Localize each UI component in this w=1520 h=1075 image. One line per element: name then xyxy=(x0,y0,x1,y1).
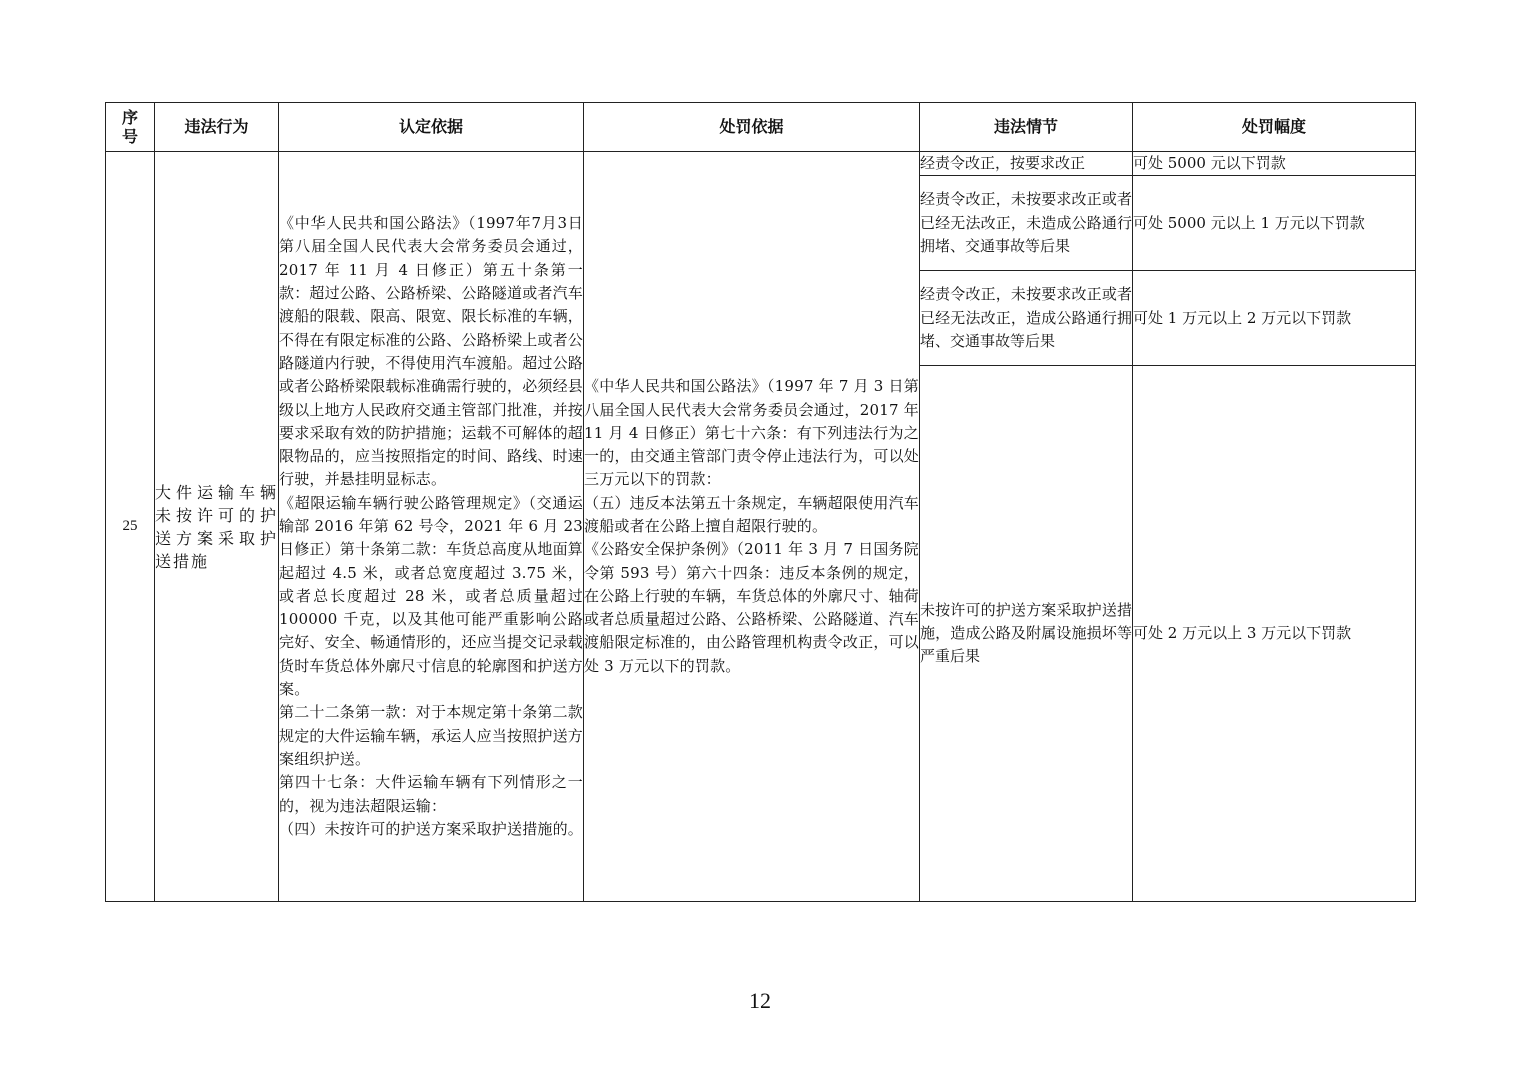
basis-paragraph: 《中华人民共和国公路法》（1997年7月3日第八届全国人民代表大会常务委员会通过，2017 年 11 月 4 日修正）第五十条第一款：超过公路、公路桥梁、公路隧道或者汽车渡船的限载、限高、限宽、限长标准的车辆，不得在有限定标准的公路、公路桥梁上或者公路隧道内行驶，不得使用汽车渡船。超过公路或者公路桥梁限载标准确需行驶的，必须经县级以上地方人民政府交通主管部门批准，并按要求采取有效的防护措施；运载不可解体的超限物品的，应当按照指定的时间、路线、时速行驶，并悬挂明显标志。 xyxy=(279,214,584,489)
penalty-paragraph: 《公路安全保护条例》（2011 年 3 月 7 日国务院令第 593 号）第六十四条：违反本条例的规定，在公路上行驶的车辆，车货总体的外廓尺寸、轴荷或者总质量超过公路、公路桥梁、公路隧道、汽车渡船限定标准的，由公路管理机构责令改正，可以处 3 万元以下的罚款。 xyxy=(584,540,919,675)
basis-paragraph: （四）未按许可的护送方案采取护送措施的。 xyxy=(279,819,584,838)
table-row xyxy=(106,152,1416,176)
basis-paragraph: 《超限运输车辆行驶公路管理规定》（交通运输部 2016 年第 62 号令，2021 年 6 月 23 日修正）第十条第二款：车货总高度从地面算起超过 4.5 米，或者总宽度超过 3.75 米，或者总长度超过 28 米，或者总质量超过100000 千克，以及其他可能严重影响公路完好、安全、畅通情形的，还应当提交记录载货时车货总体外廓尺寸信息的轮廓图和护送方案。 xyxy=(279,493,584,699)
circumstance-cell: 经责令改正，未按要求改正或者已经无法改正，未造成公路通行拥堵、交通事故等后果 xyxy=(920,176,1133,271)
page-number: 12 xyxy=(749,988,771,1013)
header-row xyxy=(106,103,1416,152)
header-no: 序 号 xyxy=(106,103,155,152)
penalty-paragraph: （五）违反本法第五十条规定，车辆超限使用汽车渡船或者在公路上擅自超限行驶的。 xyxy=(584,493,919,535)
header-range: 处罚幅度 xyxy=(1133,103,1416,152)
penalty-paragraph: 《中华人民共和国公路法》（1997 年 7 月 3 日第八届全国人民代表大会常务委员会通过，2017 年 11 月 4 日修正）第七十六条：有下列违法行为之一的，由交通主管部门责令停止违法行为，可以处三万元以下的罚款： xyxy=(584,377,919,489)
range-cell: 可处 2 万元以上 3 万元以下罚款 xyxy=(1133,366,1416,902)
penalty-table xyxy=(105,102,1416,902)
row-number: 25 xyxy=(106,152,155,902)
circumstance-cell: 未按许可的护送方案采取护送措施，造成公路及附属设施损坏等严重后果 xyxy=(920,366,1133,902)
basis-paragraph: 第二十二条第一款：对于本规定第十条第二款规定的大件运输车辆，承运人应当按照护送方案组织护送。 xyxy=(279,703,584,768)
range-cell: 可处 5000 元以下罚款 xyxy=(1133,152,1416,176)
header-basis: 认定依据 xyxy=(279,103,584,152)
circumstance-cell: 经责令改正，未按要求改正或者已经无法改正，造成公路通行拥堵、交通事故等后果 xyxy=(920,271,1133,366)
range-cell: 可处 5000 元以上 1 万元以下罚款 xyxy=(1133,176,1416,271)
violation-act: 大件运输车辆未按许可的护送方案采取护送措施 xyxy=(155,152,279,902)
header-circumstance: 违法情节 xyxy=(920,103,1133,152)
basis-paragraph: 第四十七条：大件运输车辆有下列情形之一的，视为违法超限运输： xyxy=(279,773,583,815)
range-cell: 可处 1 万元以上 2 万元以下罚款 xyxy=(1133,271,1416,366)
determination-basis xyxy=(279,152,584,902)
header-penalty: 处罚依据 xyxy=(584,103,920,152)
penalty-basis xyxy=(584,152,920,902)
header-act: 违法行为 xyxy=(155,103,279,152)
circumstance-cell: 经责令改正，按要求改正 xyxy=(920,152,1133,176)
